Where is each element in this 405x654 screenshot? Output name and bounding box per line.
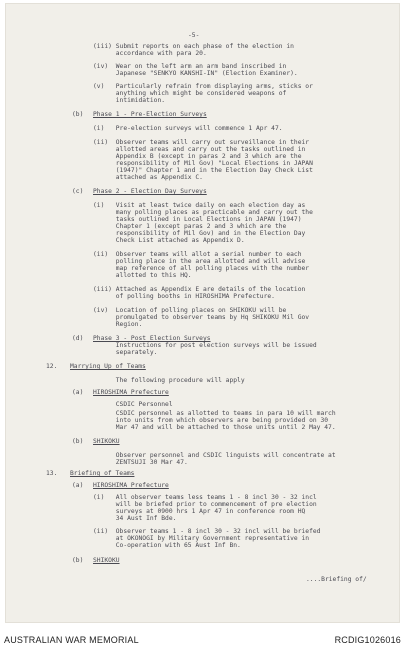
text-line: Mar 47 and will be attached to those units until 2 May 47. [93,424,336,431]
section-heading: Phase 3 - Post Election Surveys [93,335,211,342]
section-heading: HIROSHIMA Prefecture [93,389,169,396]
section-heading: HIROSHIMA Prefecture [93,482,169,489]
text-line: ZENTSUJI 30 Mar 47. [93,459,188,466]
text-line: Appendix B (except in paras 2 and 3 which are the [93,153,302,160]
section-label: 13. [46,470,58,477]
text-line: into units from which observers are being provided on 30 [93,417,329,424]
text-line: responsibility of Mil Gov) "Local Elections in JAPAN [93,160,313,167]
text-line: (1947)" Chapter 1 and in the Election Day Check List [93,167,313,174]
text-line: at OKONOGI by Military Government representative in [93,535,310,542]
text-line: surveys at 0900 hrs 1 Apr 47 in conference room HQ [93,508,306,515]
section-heading: Phase 2 - Election Day Surveys [93,188,207,195]
text-line: many polling places as practicable and carry out the [93,209,313,216]
text-line: Instructions for post election surveys will be issued [93,342,317,349]
text-line: Region. [93,321,143,328]
text-line: (iii) Attached as Appendix E are details of the location [93,286,306,293]
text-line: allotted areas and carry out the tasks outlined in [93,146,306,153]
text-line: CSDIC personnel as allotted to teams in para 10 will march [93,410,336,417]
section-heading: SHIKOKU [93,557,120,564]
text-line: (v) Particularly refrain from displaying arms, sticks or [93,83,313,90]
text-line: Observer personnel and CSDIC linguists will concentrate at [93,452,336,459]
section-heading: Phase 1 - Pre-Election Surveys [93,111,207,118]
section-label: (d) [72,335,84,342]
text-line: will be briefed prior to commencement of pre election [93,501,317,508]
text-line: 34 Aust Inf Bde. [93,515,177,522]
text-line: Co-operation with 65 Aust Inf Bn. [93,542,241,549]
text-line: anything which might be considered weapons of [93,90,287,97]
text-line: The following procedure will apply [93,377,245,384]
section-label: (b) [72,557,84,564]
footer-archive-name: AUSTRALIAN WAR MEMORIAL [4,635,139,645]
text-line: (iv) Wear on the left arm an arm band inscribed in [93,63,287,70]
section-label: (b) [72,111,84,118]
text-line: separately. [93,349,158,356]
page-number: -5- [188,32,200,39]
section-heading: SHIKOKU [93,438,120,445]
text-line: (i) All observer teams less teams 1 - 8 incl 30 - 32 incl [93,494,317,501]
text-line: CSDIC Personnel [93,401,173,408]
document-page [6,4,399,622]
text-line: (iii) Submit reports on each phase of the election in [93,43,294,50]
text-line: of polling booths in HIROSHIMA Prefecture. [93,293,275,300]
text-line: accordance with para 20. [93,50,207,57]
section-heading: Marrying Up of Teams [70,363,146,370]
text-line: map reference of all polling places with the number [93,265,310,272]
text-line: tasks outlined in Local Elections in JAPAN (1947) [93,216,302,223]
text-line: Japanese "SENKYO KANSHI-IN" (Election Examiner). [93,70,298,77]
text-line: (iv) Location of polling places on SHIKOKU will be [93,307,287,314]
section-label: (c) [72,188,84,195]
footer-item-id: RCDIG1026016 [334,635,401,645]
section-label: (b) [72,438,84,445]
text-line: (i) Visit at least twice daily on each election day as [93,202,306,209]
section-label: (a) [72,389,84,396]
text-line: Chapter 1 (except paras 2 and 3 which are the [93,223,287,230]
text-line: attached as Appendix C. [93,174,203,181]
text-line: ....Briefing of/ [306,576,367,583]
text-line: allotted to this HQ. [93,272,192,279]
text-line: (ii) Observer teams 1 - 8 incl 30 - 32 incl will be briefed [93,528,321,535]
text-line: (ii) Observer teams will allot a serial number to each [93,251,302,258]
text-line: (ii) Observer teams will carry out surveillance in their [93,139,310,146]
section-heading: Briefing of Teams [70,470,135,477]
text-line: promulgated to observer teams by Hq SHIKOKU Mil Gov [93,314,310,321]
section-label: (a) [72,482,84,489]
text-line: (i) Pre-election surveys will commence 1 Apr 47. [93,125,283,132]
text-line: polling place in the area allotted and will advise [93,258,306,265]
text-line: responsibility of Mil Gov) and in the Election Day [93,230,306,237]
text-line: Check List attached as Appendix D. [93,237,245,244]
section-label: 12. [46,363,58,370]
text-line: intimidation. [93,97,166,104]
